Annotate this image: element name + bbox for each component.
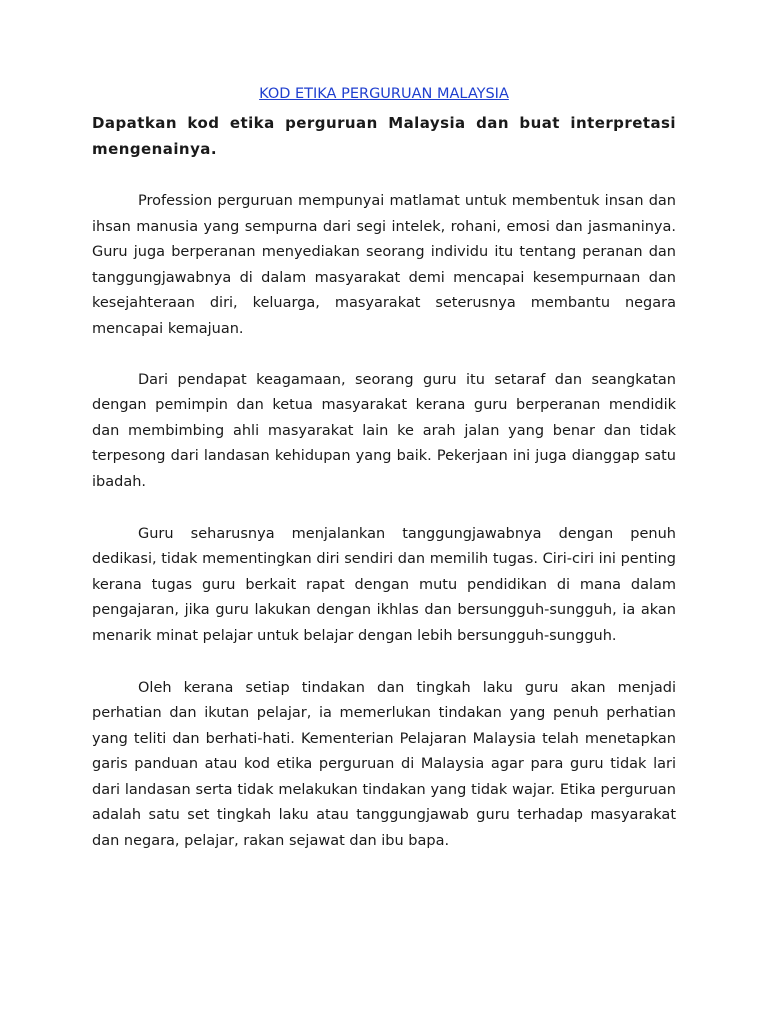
document-subtitle: Dapatkan kod etika perguruan Malaysia dan buat interpretasi mengenainya. — [92, 114, 676, 158]
paragraph-4: Oleh kerana setiap tindakan dan tingkah laku guru akan menjadi perhatian dan ikutan pelajar, ia memerlukan tindakan yang penuh perhatian yang teliti dan berhati-hati. Kementerian Pelajaran Malaysia telah menetapkan garis panduan atau kod etika perguruan di Malaysia agar para guru tidak lari dari landasan serta tidak melakukan tindakan yang tidak wajar. Etika perguruan adalah satu set tingkah laku atau tanggungjawab guru terhadap masyarakat dan negara, pelajar, rakan sejawat dan ibu bapa. — [92, 679, 676, 850]
paragraph-1: Profession perguruan mempunyai matlamat untuk membentuk insan dan ihsan manusia yang sempurna dari segi intelek, rohani, emosi dan jasmaninya. Guru juga berperanan menyediakan seorang individu itu tentang peranan dan tanggungjawabnya di dalam masyarakat demi mencapai kesempurnaan dan kesejahteraan diri, keluarga, masyarakat seterusnya membantu negara mencapai kemajuan. — [92, 193, 676, 337]
paragraph-3: Guru seharusnya menjalankan tanggungjawabnya dengan penuh dedikasi, tidak mementingkan diri sendiri dan memilih tugas. Ciri-ciri ini penting kerana tugas guru berkait rapat dengan mutu pendidikan di mana dalam pengajaran, jika guru lakukan dengan ikhlas dan bersungguh-sungguh, ia akan menarik minat pelajar untuk belajar dengan lebih bersungguh-sungguh. — [92, 525, 676, 644]
paragraph-2: Dari pendapat keagamaan, seorang guru itu setaraf dan seangkatan dengan pemimpin dan ketua masyarakat kerana guru berperanan mendidik dan membimbing ahli masyarakat lain ke arah jalan yang benar dan tidak terpesong dari landasan kehidupan yang baik. Pekerjaan ini juga dianggap satu ibadah. — [92, 371, 676, 490]
document-body — [92, 84, 676, 855]
document-title-link[interactable]: KOD ETIKA PERGURUAN MALAYSIA — [259, 86, 509, 102]
